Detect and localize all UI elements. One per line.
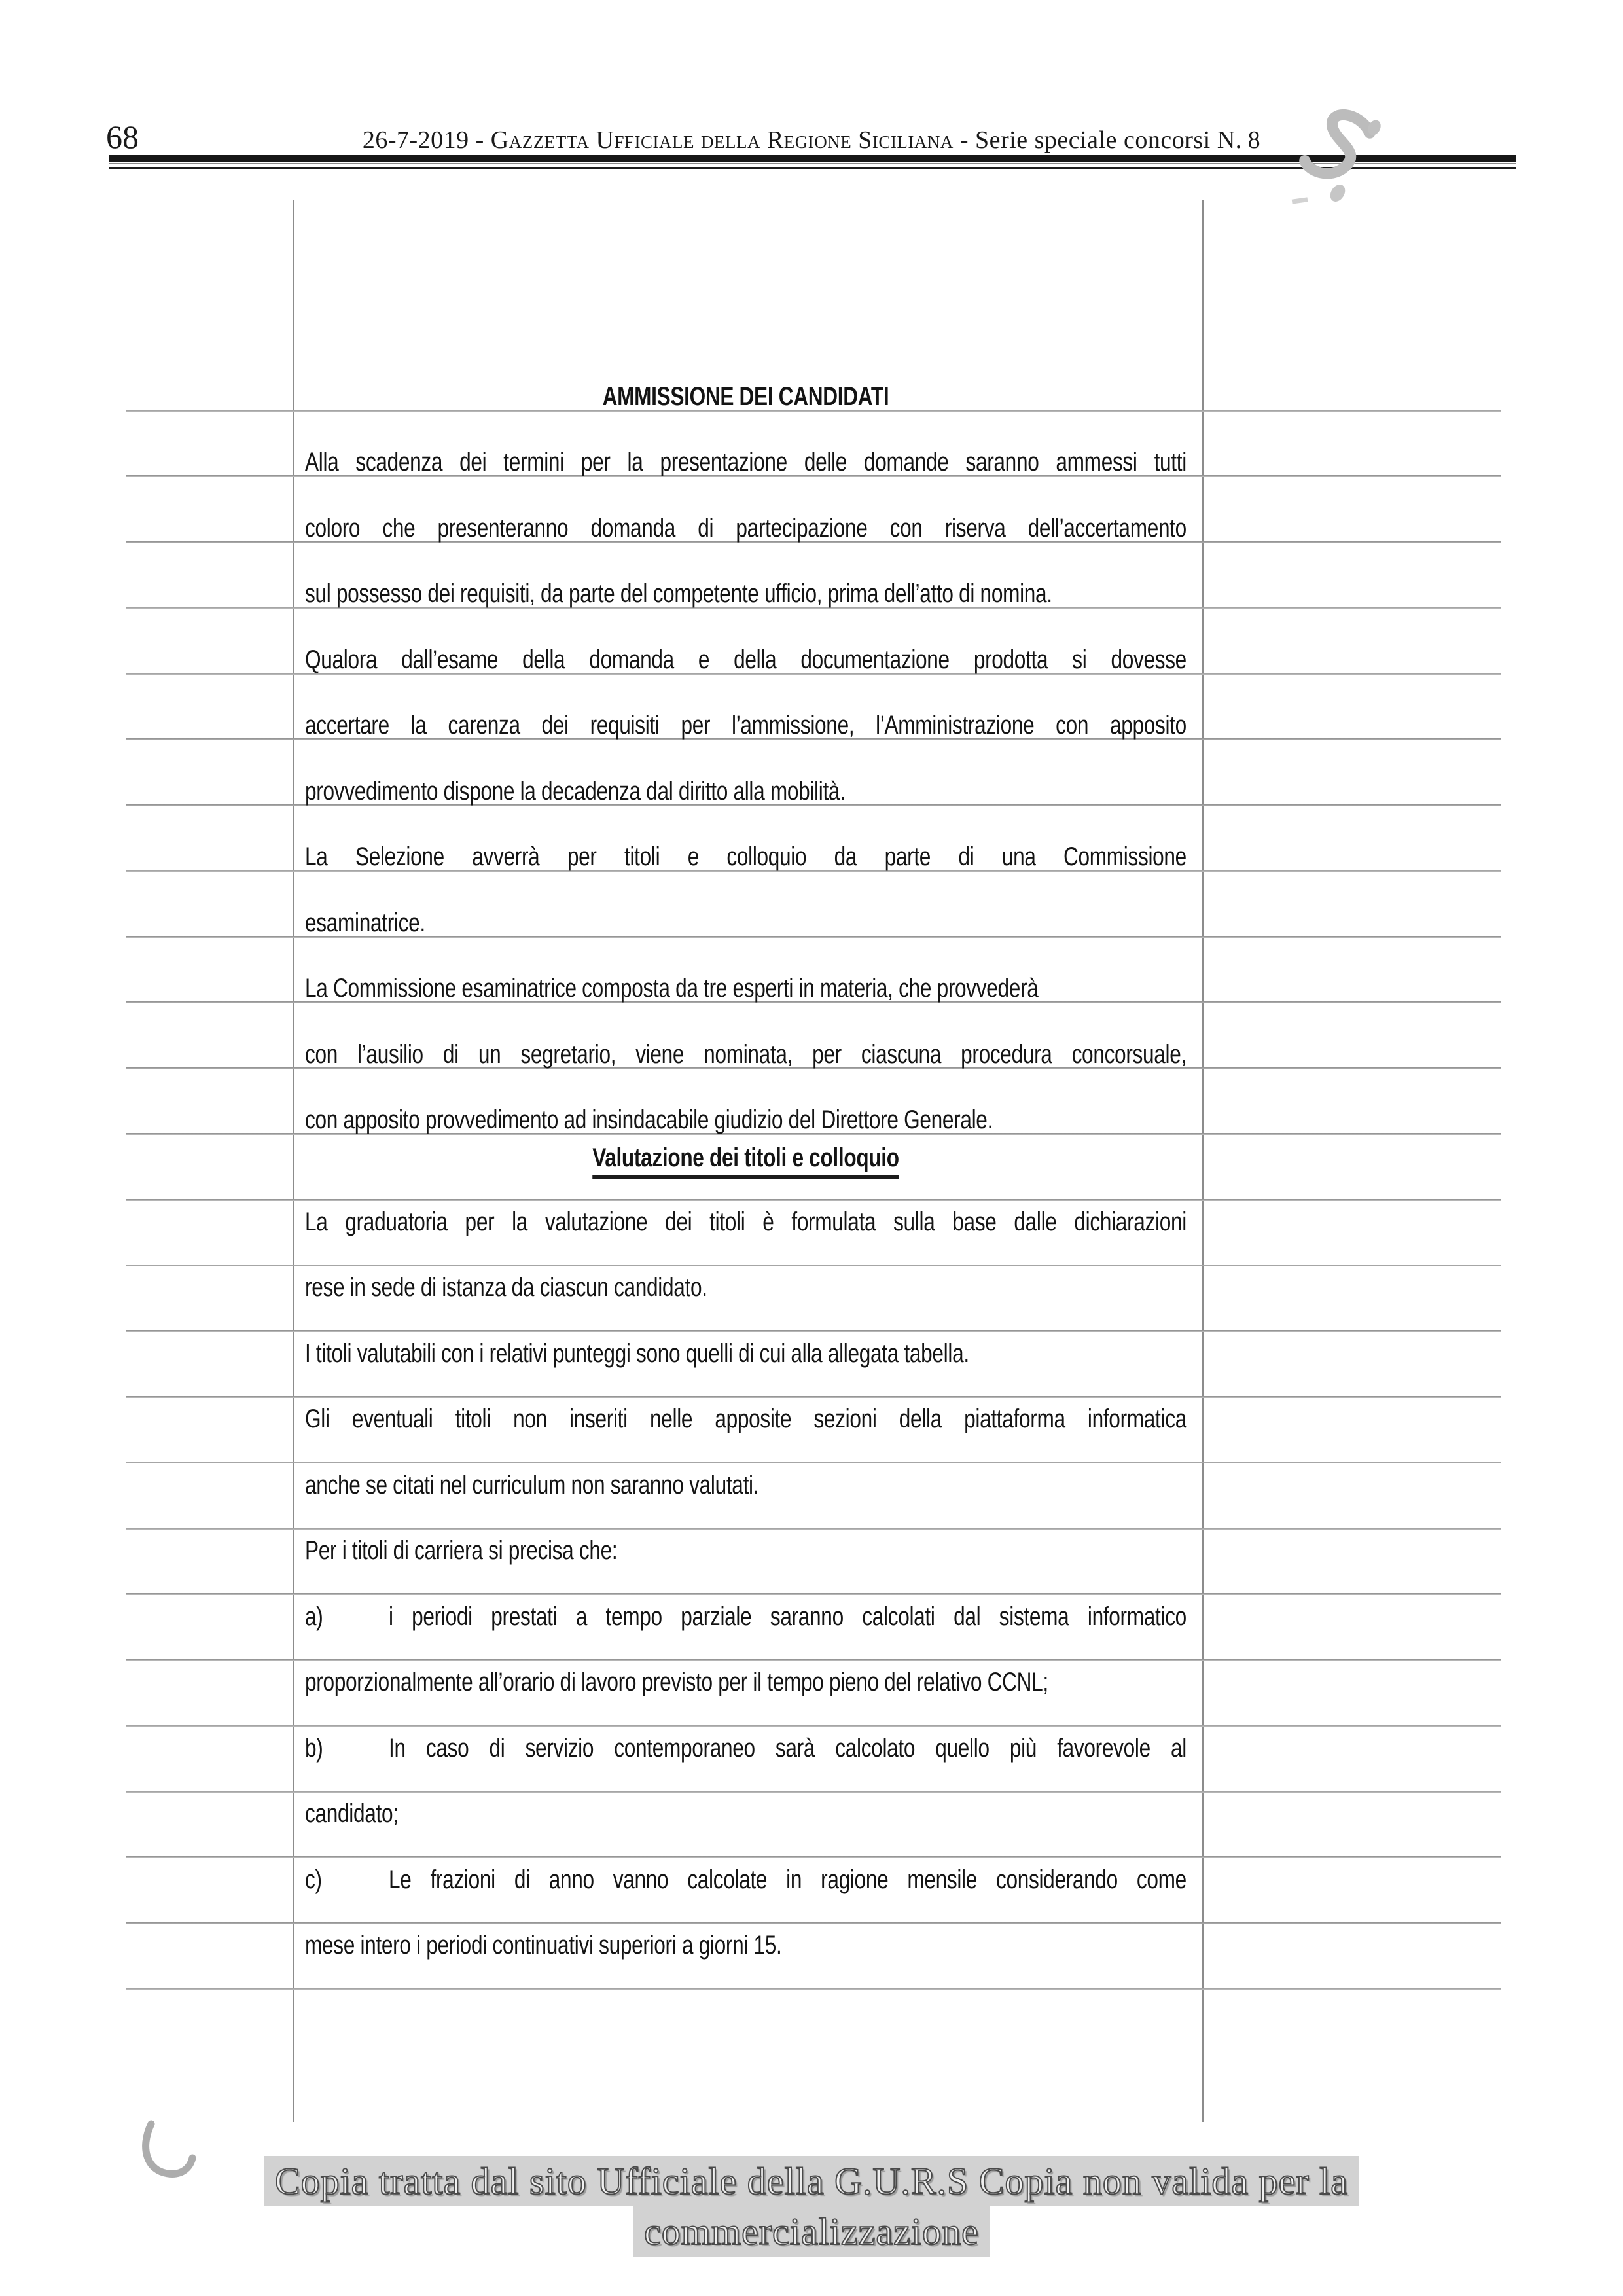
text-line: con l’ausilio di un segretario, viene nominata, per ciascuna procedura concorsuale,	[305, 1039, 1186, 1069]
ruled-line	[126, 1593, 1501, 1595]
frame-line-left	[293, 200, 294, 2122]
text-line: proporzionalmente all’orario di lavoro previsto per il tempo pieno del relativo CCNL;	[305, 1668, 1048, 1697]
subsection-heading	[305, 1142, 1186, 1179]
text-line: b) In caso di servizio contemporaneo sarà calcolato quello più favorevole al	[305, 1733, 1186, 1763]
text-line: rese in sede di istanza da ciascun candidato.	[305, 1273, 707, 1302]
text-line: con apposito provvedimento ad insindacabile giudizio del Direttore Generale.	[305, 1105, 993, 1135]
ruled-line	[126, 1330, 1501, 1332]
text-line: candidato;	[305, 1799, 399, 1829]
list-marker: b)	[305, 1733, 323, 1763]
text-line: Gli eventuali titoli non inseriti nelle apposite sezioni della piattaforma informatica	[305, 1405, 1186, 1434]
ruled-line	[126, 1462, 1501, 1463]
text-line: sul possesso dei requisiti, da parte del competente ufficio, prima dell’atto di nomina.	[305, 579, 1052, 609]
text-line: mese intero i periodi continuativi superiori a giorni 15.	[305, 1931, 782, 1960]
ruled-line	[126, 1856, 1501, 1858]
text-line: Alla scadenza dei termini per la presentazione delle domande saranno ammessi tutti	[305, 448, 1186, 477]
ruled-line	[126, 1528, 1501, 1530]
text-line: I titoli valutabili con i relativi punteggi sono quelli di cui alla allegata tabella.	[305, 1338, 969, 1368]
list-marker: c)	[305, 1865, 322, 1894]
header-issue-number: 8	[1247, 126, 1261, 154]
text-line: coloro che presenteranno domanda di partecipazione con riserva dell’accertamento	[305, 513, 1186, 543]
text-line: provvedimento dispone la decadenza dal diritto alla mobilità.	[305, 776, 846, 806]
frame-line-right	[1202, 200, 1204, 2122]
ruled-line	[126, 1265, 1501, 1266]
ruled-line	[126, 1922, 1501, 1924]
copy-watermark-line1: Copia tratta dal sito Ufficiale della G.U.R.S Copia non valida per la	[264, 2156, 1359, 2206]
ruled-line	[126, 1791, 1501, 1793]
text-line: accertare la carenza dei requisiti per l’ammissione, l’Amministrazione con apposito	[305, 711, 1186, 740]
section-title: AMMISSIONE DEI CANDIDATI	[602, 382, 889, 411]
text-line: a) i periodi prestati a tempo parziale saranno calcolati dal sistema informatico	[305, 1602, 1186, 1631]
header-issue-label: N.	[1217, 126, 1242, 154]
text-line: Per i titoli di carriera si precisa che:	[305, 1536, 618, 1566]
ruled-line	[126, 1659, 1501, 1661]
squiggle-watermark-icon	[1288, 107, 1396, 215]
ruled-line	[126, 1988, 1501, 1990]
text-line: Qualora dall’esame della domanda e della documentazione prodotta si dovesse	[305, 645, 1186, 674]
header-series: - Serie speciale concorsi	[953, 126, 1217, 154]
header-gazette-name: Gazzetta Ufficiale della Regione Siciliana	[490, 126, 954, 154]
text-line: La Commissione esaminatrice composta da tre esperti in materia, che provvederà	[305, 974, 1039, 1003]
header-date: 26-7-2019 -	[362, 126, 491, 154]
ruled-line	[126, 1199, 1501, 1201]
ruled-line	[126, 1725, 1501, 1727]
text-line: esaminatrice.	[305, 908, 425, 937]
text-line: c) Le frazioni di anno vanno calcolate in ragione mensile considerando come	[305, 1865, 1186, 1894]
copy-watermark-line2: commercializzazione	[633, 2206, 990, 2257]
ruled-line	[126, 1396, 1501, 1398]
list-marker: a)	[305, 1602, 323, 1631]
page-number: 68	[106, 118, 139, 155]
text-line: anche se citati nel curriculum non saranno valutati.	[305, 1470, 759, 1499]
copy-watermark	[0, 2156, 1623, 2257]
text-line: La Selezione avverrà per titoli e colloquio da parte di una Commissione	[305, 842, 1186, 872]
text-line: La graduatoria per la valutazione dei titoli è formulata sulla base dalle dichiarazioni	[305, 1207, 1186, 1236]
heading-text: Valutazione dei titoli e colloquio	[592, 1142, 899, 1179]
